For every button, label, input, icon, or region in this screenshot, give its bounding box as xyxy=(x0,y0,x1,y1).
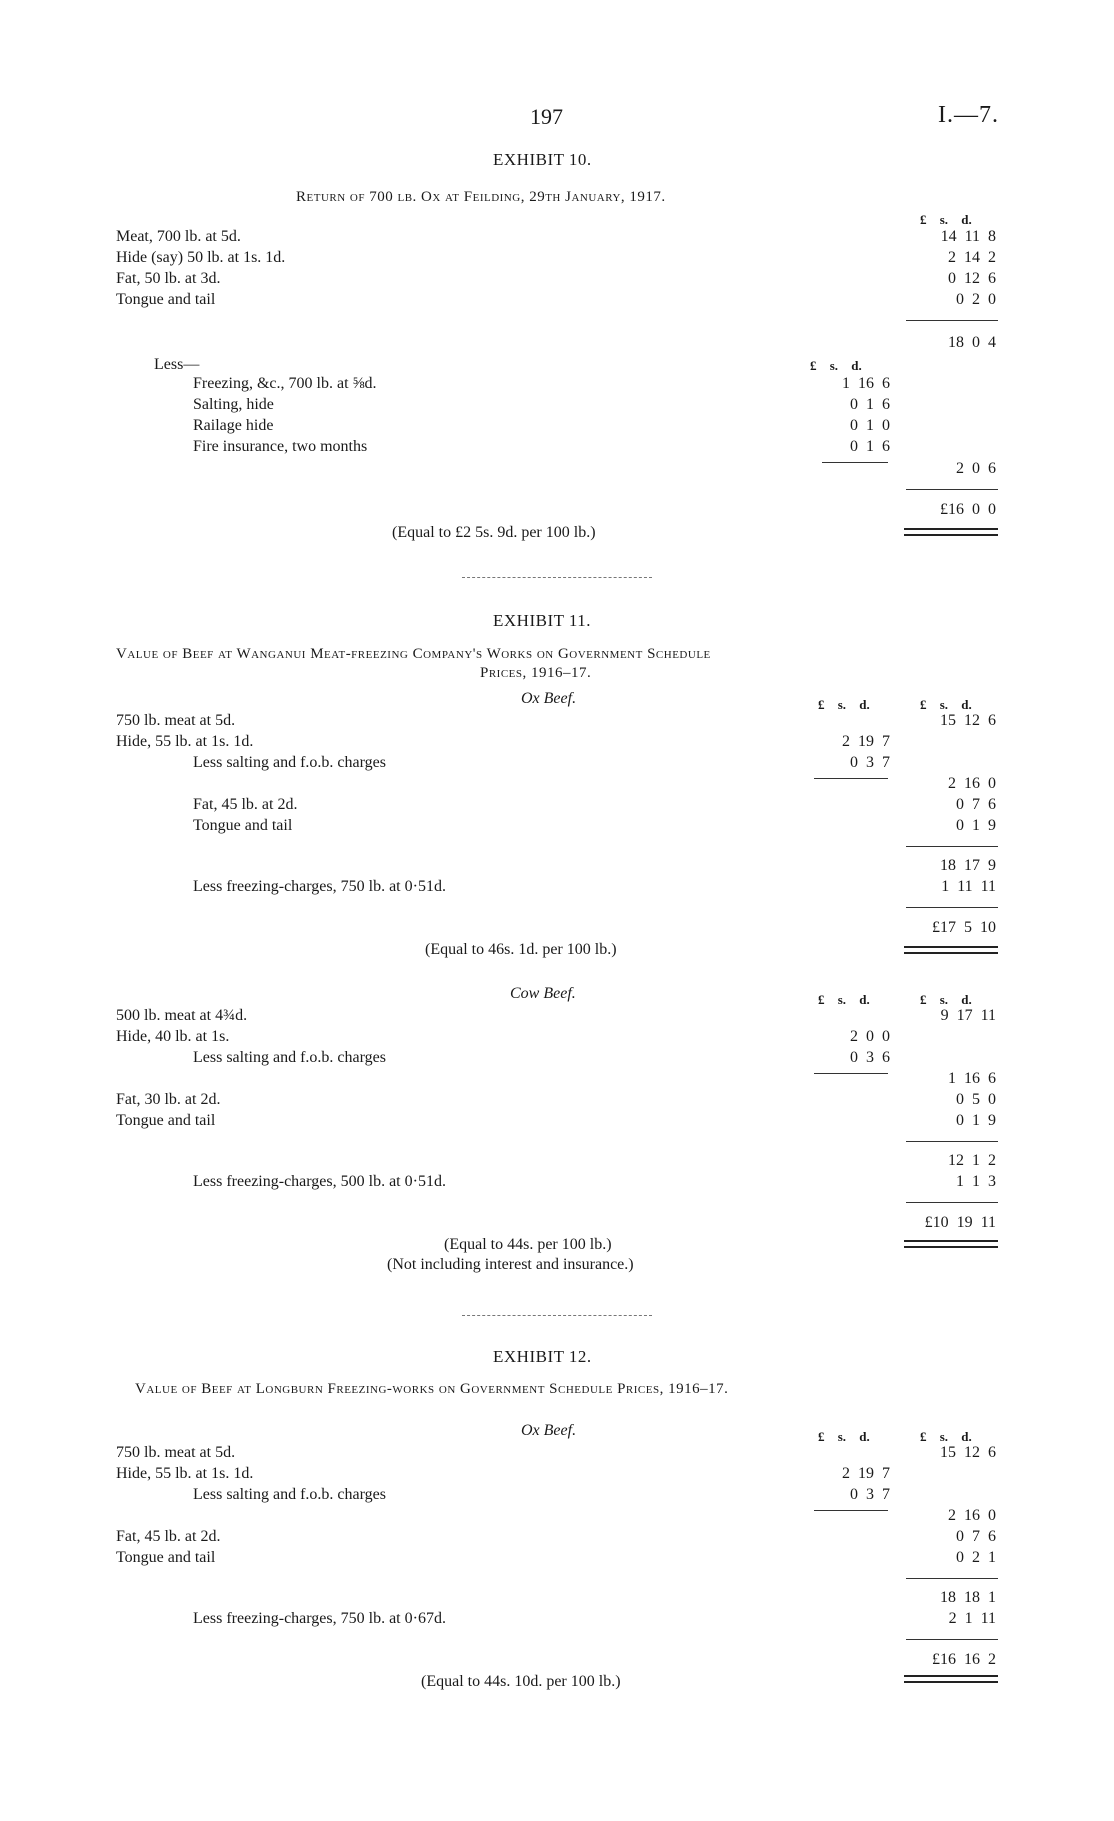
exhibit-10-amount-fat: 0 12 6 xyxy=(948,270,996,287)
exhibit-12-ox-double-rule xyxy=(904,1675,998,1683)
exhibit-12-ox-tongue-amount: 0 2 1 xyxy=(956,1549,996,1566)
exhibit-12-ox-rule-net xyxy=(906,1639,998,1640)
exhibit-11-cow-column-header-a: £ s. d. xyxy=(818,992,870,1007)
exhibit-12-ox-tongue: Tongue and tail xyxy=(116,1549,216,1566)
exhibit-11-ox-net: £17 5 10 xyxy=(932,919,996,936)
exhibit-10-item-hide: Hide (say) 50 lb. at 1s. 1d. xyxy=(116,249,286,266)
exhibit-11-ox-meat-amount: 15 12 6 xyxy=(940,712,996,729)
exhibit-10-less-amount-freezing: 1 16 6 xyxy=(842,375,890,392)
exhibit-10-double-rule xyxy=(904,528,998,536)
exhibit-10-less-amount-railage: 0 1 0 xyxy=(850,417,890,434)
exhibit-12-ox-hide: Hide, 55 lb. at 1s. 1d. xyxy=(116,1465,254,1482)
exhibit-11-subtitle-line1: Value of Beef at Wanganui Meat-freezing Company's Works on Government Schedule xyxy=(116,646,711,662)
exhibit-12-ox-meat-amount: 15 12 6 xyxy=(940,1444,996,1461)
exhibit-12-ox-fat: Fat, 45 lb. at 2d. xyxy=(116,1528,221,1545)
exhibit-11-cow-column-header-b: £ s. d. xyxy=(920,992,972,1007)
exhibit-10-less-amount-salting: 0 1 6 xyxy=(850,396,890,413)
page-number: 197 xyxy=(530,104,563,129)
exhibit-10-rule-net xyxy=(906,489,998,490)
exhibit-11-cow-subtotal: 12 1 2 xyxy=(948,1152,996,1169)
exhibit-11-ox-subtotal: 18 17 9 xyxy=(940,857,996,874)
exhibit-12-ox-hide-net: 2 16 0 xyxy=(948,1507,996,1524)
exhibit-10-rule-gross xyxy=(906,320,998,321)
exhibit-11-ox-fat-amount: 0 7 6 xyxy=(956,796,996,813)
section-separator-2 xyxy=(462,1315,652,1316)
exhibit-11-ox-double-rule xyxy=(904,946,998,954)
exhibit-10-amount-hide: 2 14 2 xyxy=(948,249,996,266)
exhibit-12-ox-column-header-b: £ s. d. xyxy=(920,1429,972,1444)
exhibit-11-ox-rule-hide xyxy=(814,778,888,779)
exhibit-11-cow-double-rule xyxy=(904,1240,998,1248)
exhibit-10-amount-tongue: 0 2 0 xyxy=(956,291,996,308)
section-separator-1 xyxy=(462,577,652,578)
exhibit-12-ox-freezing: Less freezing-charges, 750 lb. at 0·67d. xyxy=(193,1610,446,1627)
exhibit-11-cow-heading: Cow Beef. xyxy=(510,985,576,1002)
exhibit-12-ox-fat-amount: 0 7 6 xyxy=(956,1528,996,1545)
exhibit-11-ox-less-salting: Less salting and f.o.b. charges xyxy=(193,754,386,771)
exhibit-11-ox-column-header-b: £ s. d. xyxy=(920,697,972,712)
exhibit-11-cow-rule-net xyxy=(906,1202,998,1203)
exhibit-12-ox-less-salting-amount: 0 3 7 xyxy=(850,1486,890,1503)
exhibit-10-title: EXHIBIT 10. xyxy=(493,150,592,169)
document-reference: I.—7. xyxy=(938,102,999,128)
exhibit-12-ox-subtotal: 18 18 1 xyxy=(940,1589,996,1606)
exhibit-11-ox-hide: Hide, 55 lb. at 1s. 1d. xyxy=(116,733,254,750)
exhibit-12-title: EXHIBIT 12. xyxy=(493,1347,592,1366)
exhibit-11-ox-heading: Ox Beef. xyxy=(521,690,577,707)
exhibit-11-cow-tongue: Tongue and tail xyxy=(116,1112,216,1129)
exhibit-11-ox-freezing: Less freezing-charges, 750 lb. at 0·51d. xyxy=(193,878,446,895)
exhibit-11-cow-net: £10 19 11 xyxy=(924,1214,996,1231)
exhibit-11-ox-hide-net: 2 16 0 xyxy=(948,775,996,792)
exhibit-10-less-amount-insurance: 0 1 6 xyxy=(850,438,890,455)
exhibit-10-item-fat: Fat, 50 lb. at 3d. xyxy=(116,270,221,287)
exhibit-11-title: EXHIBIT 11. xyxy=(493,611,592,630)
exhibit-10-amount-meat: 14 11 8 xyxy=(940,228,996,245)
exhibit-10-less-freezing: Freezing, &c., 700 lb. at ⅝d. xyxy=(193,375,377,392)
exhibit-10-less-salting: Salting, hide xyxy=(193,396,274,413)
exhibit-11-ox-tongue: Tongue and tail xyxy=(193,817,293,834)
exhibit-10-rule-less xyxy=(822,462,888,463)
exhibit-11-cow-freezing-amount: 1 1 3 xyxy=(956,1173,996,1190)
exhibit-10-less-label: Less— xyxy=(154,356,200,373)
exhibit-11-cow-hide: Hide, 40 lb. at 1s. xyxy=(116,1028,230,1045)
exhibit-11-cow-tongue-amount: 0 1 9 xyxy=(956,1112,996,1129)
exhibit-10-equivalent: (Equal to £2 5s. 9d. per 100 lb.) xyxy=(392,524,596,541)
exhibit-11-cow-hide-amount: 2 0 0 xyxy=(850,1028,890,1045)
exhibit-11-cow-hide-net: 1 16 6 xyxy=(948,1070,996,1087)
exhibit-12-ox-net: £16 16 2 xyxy=(932,1651,996,1668)
exhibit-10-item-tongue: Tongue and tail xyxy=(116,291,216,308)
exhibit-10-less-total: 2 0 6 xyxy=(956,460,996,477)
exhibit-11-ox-less-salting-amount: 0 3 7 xyxy=(850,754,890,771)
exhibit-10-less-column-header: £ s. d. xyxy=(810,358,862,373)
exhibit-12-ox-freezing-amount: 2 1 11 xyxy=(948,1610,996,1627)
exhibit-12-ox-rule-hide xyxy=(814,1510,888,1511)
exhibit-11-cow-note: (Not including interest and insurance.) xyxy=(387,1256,634,1273)
exhibit-11-cow-less-salting-amount: 0 3 6 xyxy=(850,1049,890,1066)
exhibit-11-cow-freezing: Less freezing-charges, 500 lb. at 0·51d. xyxy=(193,1173,446,1190)
exhibit-11-cow-rule-hide xyxy=(814,1073,888,1074)
exhibit-10-less-insurance: Fire insurance, two months xyxy=(193,438,368,455)
exhibit-11-ox-rule-net xyxy=(906,907,998,908)
exhibit-10-subtitle: Return of 700 lb. Ox at Feilding, 29th January, 1917. xyxy=(296,189,666,205)
exhibit-11-ox-freezing-amount: 1 11 11 xyxy=(941,878,996,895)
exhibit-10-less-railage: Railage hide xyxy=(193,417,274,434)
exhibit-12-subtitle: Value of Beef at Longburn Freezing-works on Government Schedule Prices, 1916–17. xyxy=(135,1381,729,1397)
exhibit-12-ox-hide-amount: 2 19 7 xyxy=(842,1465,890,1482)
exhibit-11-cow-meat: 500 lb. meat at 4¾d. xyxy=(116,1007,248,1024)
exhibit-11-cow-less-salting: Less salting and f.o.b. charges xyxy=(193,1049,386,1066)
exhibit-12-ox-less-salting: Less salting and f.o.b. charges xyxy=(193,1486,386,1503)
exhibit-10-net: £16 0 0 xyxy=(940,501,996,518)
exhibit-12-ox-rule-subtotal xyxy=(906,1578,998,1579)
exhibit-10-item-meat: Meat, 700 lb. at 5d. xyxy=(116,228,241,245)
exhibit-11-ox-tongue-amount: 0 1 9 xyxy=(956,817,996,834)
exhibit-10-column-header: £ s. d. xyxy=(920,212,972,227)
exhibit-11-ox-rule-subtotal xyxy=(906,846,998,847)
exhibit-11-cow-equivalent: (Equal to 44s. per 100 lb.) xyxy=(444,1236,612,1253)
exhibit-12-ox-heading: Ox Beef. xyxy=(521,1422,577,1439)
exhibit-11-cow-rule-subtotal xyxy=(906,1141,998,1142)
exhibit-11-ox-fat: Fat, 45 lb. at 2d. xyxy=(193,796,298,813)
exhibit-11-cow-fat-amount: 0 5 0 xyxy=(956,1091,996,1108)
exhibit-11-ox-hide-amount: 2 19 7 xyxy=(842,733,890,750)
exhibit-12-ox-column-header-a: £ s. d. xyxy=(818,1429,870,1444)
exhibit-11-cow-fat: Fat, 30 lb. at 2d. xyxy=(116,1091,221,1108)
exhibit-11-ox-column-header-a: £ s. d. xyxy=(818,697,870,712)
exhibit-12-ox-meat: 750 lb. meat at 5d. xyxy=(116,1444,236,1461)
exhibit-11-ox-meat: 750 lb. meat at 5d. xyxy=(116,712,236,729)
exhibit-11-subtitle-line2: Prices, 1916–17. xyxy=(480,665,592,681)
exhibit-10-gross: 18 0 4 xyxy=(948,334,996,351)
exhibit-11-ox-equivalent: (Equal to 46s. 1d. per 100 lb.) xyxy=(425,941,617,958)
exhibit-12-ox-equivalent: (Equal to 44s. 10d. per 100 lb.) xyxy=(421,1673,621,1690)
exhibit-11-cow-meat-amount: 9 17 11 xyxy=(940,1007,996,1024)
